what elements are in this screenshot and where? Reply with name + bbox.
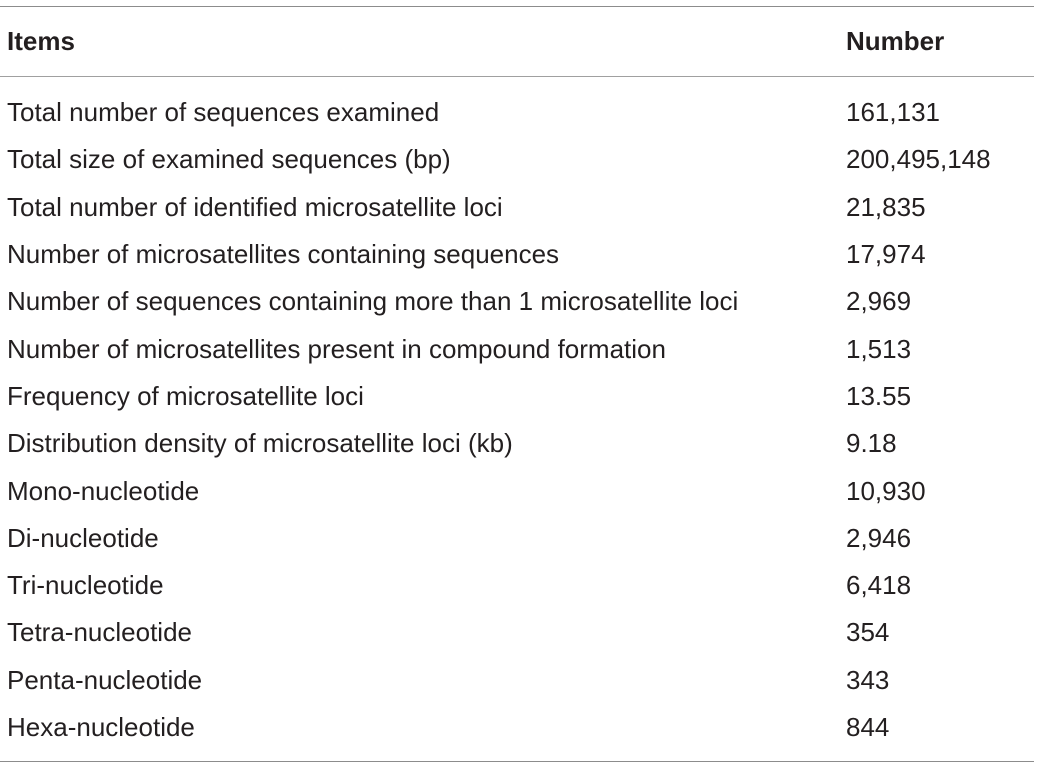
table-row [0, 704, 1034, 751]
row-item: Total size of examined sequences (bp) [7, 144, 451, 175]
row-item: Frequency of microsatellite loci [7, 380, 364, 411]
bottom-rule [0, 761, 1034, 762]
row-item: Mono-nucleotide [7, 475, 200, 506]
table-row [0, 325, 1034, 372]
row-number: 21,835 [846, 191, 926, 222]
row-item: Number of sequences containing more than 1 microsatellite loci [7, 286, 739, 317]
row-number: 10,930 [846, 475, 926, 506]
table-body [0, 77, 1034, 761]
table-row [0, 373, 1034, 420]
table-row [0, 89, 1034, 136]
table-row [0, 515, 1034, 562]
row-number: 354 [846, 617, 890, 648]
table-header-row [0, 7, 1034, 76]
row-item: Number of microsatellites containing sequences [7, 239, 560, 270]
row-item: Penta-nucleotide [7, 664, 203, 695]
row-item: Total number of identified microsatellite loci [7, 191, 503, 222]
row-number: 9.18 [846, 428, 897, 459]
header-number: Number [846, 26, 945, 56]
row-item: Tri-nucleotide [7, 570, 164, 601]
row-number: 200,495,148 [846, 144, 991, 175]
row-number: 17,974 [846, 239, 926, 270]
row-number: 2,946 [846, 522, 912, 553]
table-row [0, 184, 1034, 231]
row-number: 343 [846, 664, 890, 695]
row-number: 844 [846, 712, 890, 742]
row-number: 2,969 [846, 286, 912, 317]
table-row [0, 609, 1034, 656]
table-row [0, 420, 1034, 467]
row-item: Total number of sequences examined [7, 97, 440, 128]
row-item: Distribution density of microsatellite loci (kb) [7, 428, 513, 459]
row-number: 161,131 [846, 97, 940, 128]
row-item: Number of microsatellites present in compound formation [7, 333, 666, 364]
row-item: Di-nucleotide [7, 522, 159, 553]
table-row [0, 278, 1034, 325]
table-row [0, 231, 1034, 278]
table-row [0, 562, 1034, 609]
row-number: 6,418 [846, 570, 912, 601]
table-row [0, 136, 1034, 183]
table-row [0, 467, 1034, 514]
row-item: Hexa-nucleotide [7, 712, 195, 742]
table-row [0, 657, 1034, 704]
row-item: Tetra-nucleotide [7, 617, 192, 648]
header-items: Items [7, 26, 75, 56]
row-number: 1,513 [846, 333, 912, 364]
row-number: 13.55 [846, 380, 912, 411]
